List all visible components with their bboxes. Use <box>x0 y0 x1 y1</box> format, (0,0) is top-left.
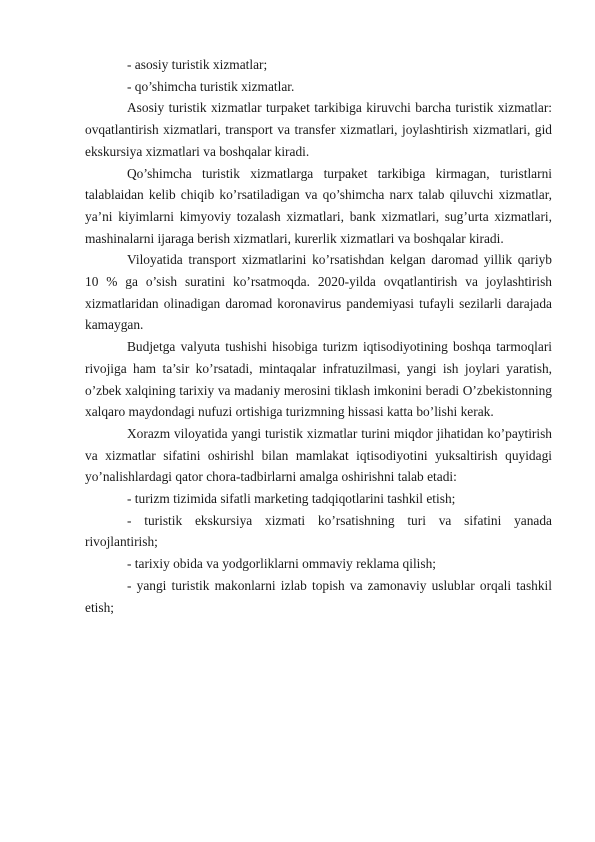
document-body <box>85 54 552 618</box>
list-item-additional-services: - qo’shimcha turistik xizmatlar. <box>127 78 295 94</box>
list-item-new-destinations: - yangi turistik makonlarni izlab topish va zamonaviy uslublar orqali tashkil etish; <box>85 577 552 615</box>
paragraph-basic-services: Asosiy turistik xizmatlar turpaket tarkibiga kiruvchi barcha turistik xizmatlar: ovqatlantirish xizmatlari, transport va transfer xizmatlari, joylashtirish xizmatlari, gid ekskursiya xizmatlari va boshqalar kiradi. <box>85 100 552 159</box>
paragraph-khorezm-measures: Xorazm viloyatida yangi turistik xizmatlar turini miqdor jihatidan ko’paytirish va xizmatlar sifatini oshirishl bilan mamlakat iqtisodiyotini yuksaltirish quyidagi yo’nalishlardagi qator chora-tadbirlarni amalga oshirishni talab etadi: <box>85 425 552 485</box>
paragraph-budget-currency: Budjetga valyuta tushishi hisobiga turizm iqtisodiyotining boshqa tarmoqlari rivojiga ham ta’sir ko’rsatadi, mintaqalar infratuzilmasi, yangi ish joylari yaratish, o’zbek xalqining tarixiy va madaniy merosini tiklash imkonini beradi O’zbekistonning xalqaro maydondagi nufuzi ortishiga turizmning hissasi katta bo’lishi kerak. <box>85 339 552 420</box>
paragraph-additional-services: Qo’shimcha turistik xizmatlarga turpaket tarkibiga kirmagan, turistlarni talablaidan kelib chiqib ko’rsatiladigan va qo’shimcha narx talab qiluvchi xizmatlar, ya’ni kiyimlarni kimyoviy tozalash xizmatlari, bank xizmatlari, sug’urta xizmatlari, mashinalarni ijaraga berish xizmatlari, kurerlik xizmatlari va boshqalar kiradi. <box>85 165 552 246</box>
list-item-basic-services: - asosiy turistik xizmatlar; <box>127 57 268 72</box>
list-item-advertising: - tarixiy obida va yodgorliklarni ommaviy reklama qilish; <box>127 556 437 572</box>
paragraph-transport-income: Viloyatida transport xizmatlarini ko’rsatishdan kelgan daromad yillik qariyb 10 % ga o’sish suratini ko’rsatmoqda. 2020-yilda ovqatlantirish va joylashtirish xizmatlaridan olinadigan daromad koronavirus pandemiyasi tufayli sezilarli darajada kamaygan. <box>85 252 552 333</box>
list-item-marketing: - turizm tizimida sifatli marketing tadqiqotlarini tashkil etish; <box>127 491 456 507</box>
list-item-excursion: - turistik ekskursiya xizmati ko’rsatishning turi va sifatini yanada rivojlantirish; <box>85 512 552 550</box>
